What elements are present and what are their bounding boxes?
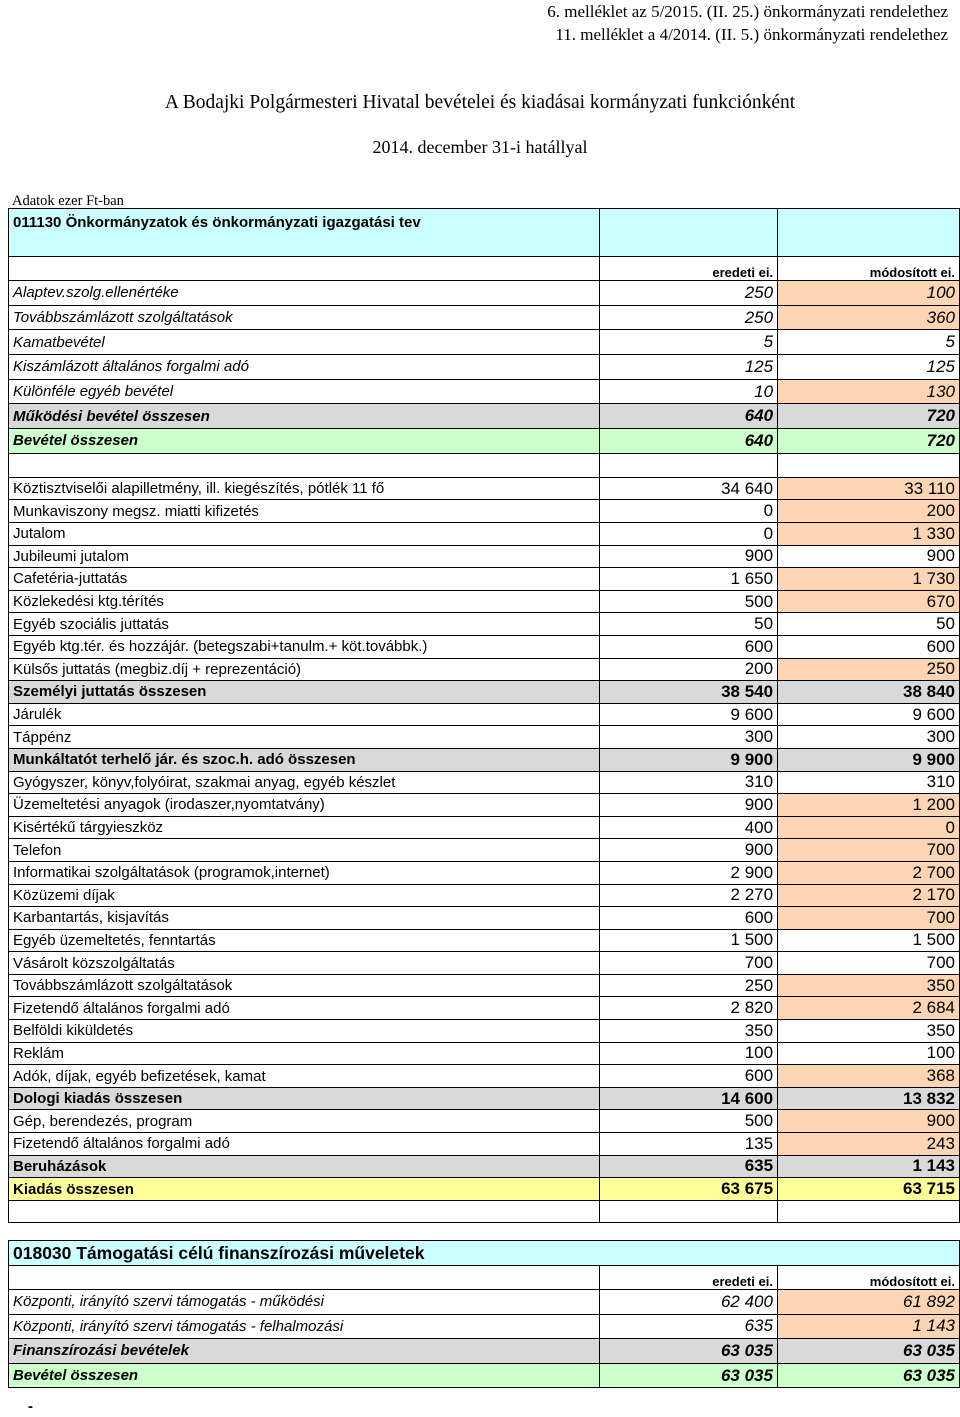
row-label: Továbbszámlázott szolgáltatások bbox=[9, 305, 600, 330]
row-label: Informatikai szolgáltatások (programok,internet) bbox=[9, 861, 600, 884]
row-label: Működési bevétel összesen bbox=[9, 404, 600, 429]
spacer-cell bbox=[9, 1200, 600, 1222]
original-value: 34 640 bbox=[600, 477, 778, 500]
spacer-row bbox=[9, 453, 960, 477]
section2-colhdr-blank bbox=[9, 1266, 600, 1290]
modified-value: 1 143 bbox=[777, 1314, 959, 1339]
modified-value: 100 bbox=[778, 281, 960, 306]
row-label: Munkaviszony megsz. miatti kifizetés bbox=[9, 500, 600, 523]
modified-value: 2 684 bbox=[778, 997, 960, 1020]
row-label: Köztisztviselői alapilletmény, ill. kiegészítés, pótlék 11 fő bbox=[9, 477, 600, 500]
section1-col-modified: módosított ei. bbox=[778, 257, 960, 281]
table-row bbox=[9, 500, 960, 523]
row-label: Dologi kiadás összesen bbox=[9, 1087, 600, 1110]
table-row bbox=[9, 1133, 960, 1156]
table-row bbox=[9, 523, 960, 546]
table-row bbox=[9, 1178, 960, 1201]
section2-col-modified: módosított ei. bbox=[777, 1266, 959, 1290]
original-value: 635 bbox=[600, 1155, 778, 1178]
modified-value: 243 bbox=[778, 1133, 960, 1156]
modified-value: 2 700 bbox=[778, 861, 960, 884]
table-row bbox=[9, 703, 960, 726]
original-value: 10 bbox=[600, 379, 778, 404]
modified-value: 350 bbox=[778, 974, 960, 997]
modified-value: 250 bbox=[778, 658, 960, 681]
table-row bbox=[9, 613, 960, 636]
table-row bbox=[9, 635, 960, 658]
section2-col-original: eredeti ei. bbox=[600, 1266, 778, 1290]
modified-value: 100 bbox=[778, 1042, 960, 1065]
original-value: 250 bbox=[600, 305, 778, 330]
row-label: Kisértékű tárgyieszköz bbox=[9, 816, 600, 839]
section2-header-blank-2 bbox=[777, 1241, 959, 1266]
original-value: 500 bbox=[600, 590, 778, 613]
table-row bbox=[9, 330, 960, 355]
row-label: Egyéb szociális juttatás bbox=[9, 613, 600, 636]
row-label: Különféle egyéb bevétel bbox=[9, 379, 600, 404]
modified-value: 700 bbox=[778, 952, 960, 975]
spacer-cell bbox=[600, 453, 778, 477]
modified-value: 33 110 bbox=[778, 477, 960, 500]
original-value: 310 bbox=[600, 771, 778, 794]
table-row bbox=[9, 771, 960, 794]
table-row bbox=[9, 1314, 960, 1339]
table-row bbox=[9, 997, 960, 1020]
spacer-cell bbox=[778, 453, 960, 477]
unit-note: Adatok ezer Ft-ban bbox=[12, 193, 124, 209]
page-title: A Bodajki Polgármesteri Hivatal bevételei és kiadásai kormányzati funkciónként bbox=[164, 92, 796, 113]
table-row bbox=[9, 907, 960, 930]
decree-reference-1: 6. melléklet az 5/2015. (II. 25.) önkormányzati rendelethez bbox=[547, 2, 948, 21]
modified-value: 600 bbox=[778, 635, 960, 658]
modified-value: 63 035 bbox=[777, 1339, 959, 1364]
spacer-cell bbox=[778, 1200, 960, 1222]
modified-value: 9 900 bbox=[778, 748, 960, 771]
section1-table bbox=[8, 208, 960, 1223]
spacer-cell bbox=[9, 453, 600, 477]
row-label: Személyi juttatás összesen bbox=[9, 681, 600, 704]
row-label: Finanszírozási bevételek bbox=[9, 1339, 600, 1364]
table-row bbox=[9, 974, 960, 997]
table-row bbox=[9, 429, 960, 454]
original-value: 1 500 bbox=[600, 929, 778, 952]
row-label: Gyógyszer, könyv,folyóirat, szakmai anyag, egyéb készlet bbox=[9, 771, 600, 794]
row-label: Közlekedési ktg.térítés bbox=[9, 590, 600, 613]
row-label: Továbbszámlázott szolgáltatások bbox=[9, 974, 600, 997]
page-subtitle: 2014. december 31-i hatállyal bbox=[372, 137, 588, 157]
modified-value: 720 bbox=[778, 429, 960, 454]
table-row bbox=[9, 305, 960, 330]
modified-value: 9 600 bbox=[778, 703, 960, 726]
original-value: 250 bbox=[600, 281, 778, 306]
table-row bbox=[9, 1290, 960, 1315]
table-row bbox=[9, 726, 960, 749]
footer-dash: - bbox=[28, 1398, 33, 1415]
row-label: Egyéb ktg.tér. és hozzájár. (betegszabi+tanulm.+ köt.továbbk.) bbox=[9, 635, 600, 658]
table-row bbox=[9, 929, 960, 952]
original-value: 200 bbox=[600, 658, 778, 681]
original-value: 900 bbox=[600, 839, 778, 862]
original-value: 500 bbox=[600, 1110, 778, 1133]
table-row bbox=[9, 861, 960, 884]
modified-value: 130 bbox=[778, 379, 960, 404]
row-label: Táppénz bbox=[9, 726, 600, 749]
modified-value: 5 bbox=[778, 330, 960, 355]
original-value: 0 bbox=[600, 523, 778, 546]
modified-value: 50 bbox=[778, 613, 960, 636]
original-value: 635 bbox=[600, 1314, 778, 1339]
modified-value: 0 bbox=[778, 816, 960, 839]
original-value: 250 bbox=[600, 974, 778, 997]
modified-value: 38 840 bbox=[778, 681, 960, 704]
original-value: 0 bbox=[600, 500, 778, 523]
original-value: 640 bbox=[600, 404, 778, 429]
original-value: 1 650 bbox=[600, 568, 778, 591]
modified-value: 360 bbox=[778, 305, 960, 330]
table-row bbox=[9, 545, 960, 568]
section1-col-original: eredeti ei. bbox=[600, 257, 778, 281]
table-row bbox=[9, 1065, 960, 1088]
table-row bbox=[9, 379, 960, 404]
modified-value: 200 bbox=[778, 500, 960, 523]
original-value: 700 bbox=[600, 952, 778, 975]
table-row bbox=[9, 839, 960, 862]
modified-value: 720 bbox=[778, 404, 960, 429]
spacer-row bbox=[9, 1200, 960, 1222]
original-value: 14 600 bbox=[600, 1087, 778, 1110]
row-label: Üzemeltetési anyagok (irodaszer,nyomtatvány) bbox=[9, 794, 600, 817]
modified-value: 310 bbox=[778, 771, 960, 794]
modified-value: 125 bbox=[778, 355, 960, 380]
original-value: 2 900 bbox=[600, 861, 778, 884]
row-label: Közüzemi díjak bbox=[9, 884, 600, 907]
section1-header-blank-1 bbox=[600, 209, 778, 257]
original-value: 900 bbox=[600, 794, 778, 817]
modified-value: 900 bbox=[778, 545, 960, 568]
modified-value: 670 bbox=[778, 590, 960, 613]
original-value: 300 bbox=[600, 726, 778, 749]
table-row bbox=[9, 1042, 960, 1065]
original-value: 135 bbox=[600, 1133, 778, 1156]
original-value: 600 bbox=[600, 1065, 778, 1088]
row-label: Jutalom bbox=[9, 523, 600, 546]
row-label: Cafetéria-juttatás bbox=[9, 568, 600, 591]
row-label: Külsős juttatás (megbiz.díj + reprezentáció) bbox=[9, 658, 600, 681]
section1-colhdr-blank bbox=[9, 257, 600, 281]
original-value: 600 bbox=[600, 907, 778, 930]
row-label: Jubileumi jutalom bbox=[9, 545, 600, 568]
row-label: Telefon bbox=[9, 839, 600, 862]
original-value: 63 035 bbox=[600, 1339, 778, 1364]
row-label: Fizetendő általános forgalmi adó bbox=[9, 997, 600, 1020]
table-row bbox=[9, 952, 960, 975]
original-value: 63 035 bbox=[600, 1363, 778, 1388]
section2-table bbox=[8, 1240, 960, 1388]
modified-value: 350 bbox=[778, 1020, 960, 1043]
original-value: 350 bbox=[600, 1020, 778, 1043]
table-row bbox=[9, 404, 960, 429]
row-label: Kamatbevétel bbox=[9, 330, 600, 355]
section1-header-blank-2 bbox=[778, 209, 960, 257]
modified-value: 1 143 bbox=[778, 1155, 960, 1178]
row-label: Járulék bbox=[9, 703, 600, 726]
original-value: 9 600 bbox=[600, 703, 778, 726]
table-row bbox=[9, 816, 960, 839]
modified-value: 2 170 bbox=[778, 884, 960, 907]
original-value: 600 bbox=[600, 635, 778, 658]
modified-value: 63 035 bbox=[777, 1363, 959, 1388]
row-label: Bevétel összesen bbox=[9, 429, 600, 454]
table-row bbox=[9, 1020, 960, 1043]
modified-value: 61 892 bbox=[777, 1290, 959, 1315]
decree-reference-2: 11. melléklet a 4/2014. (II. 5.) önkormányzati rendelethez bbox=[555, 25, 948, 44]
table-row bbox=[9, 477, 960, 500]
original-value: 5 bbox=[600, 330, 778, 355]
row-label: Reklám bbox=[9, 1042, 600, 1065]
row-label: Beruházások bbox=[9, 1155, 600, 1178]
row-label: Központi, irányító szervi támogatás - működési bbox=[9, 1290, 600, 1315]
table-row bbox=[9, 281, 960, 306]
modified-value: 700 bbox=[778, 907, 960, 930]
spacer-cell bbox=[600, 1200, 778, 1222]
modified-value: 1 200 bbox=[778, 794, 960, 817]
table-row bbox=[9, 681, 960, 704]
row-label: Kiadás összesen bbox=[9, 1178, 600, 1201]
row-label: Gép, berendezés, program bbox=[9, 1110, 600, 1133]
modified-value: 13 832 bbox=[778, 1087, 960, 1110]
table-row bbox=[9, 1339, 960, 1364]
modified-value: 900 bbox=[778, 1110, 960, 1133]
original-value: 900 bbox=[600, 545, 778, 568]
table-row bbox=[9, 1110, 960, 1133]
row-label: Vásárolt közszolgáltatás bbox=[9, 952, 600, 975]
table-row bbox=[9, 568, 960, 591]
original-value: 38 540 bbox=[600, 681, 778, 704]
table-row bbox=[9, 658, 960, 681]
original-value: 62 400 bbox=[600, 1290, 778, 1315]
original-value: 2 270 bbox=[600, 884, 778, 907]
original-value: 50 bbox=[600, 613, 778, 636]
table-row bbox=[9, 884, 960, 907]
original-value: 640 bbox=[600, 429, 778, 454]
modified-value: 700 bbox=[778, 839, 960, 862]
row-label: Alaptev.szolg.ellenértéke bbox=[9, 281, 600, 306]
row-label: Adók, díjak, egyéb befizetések, kamat bbox=[9, 1065, 600, 1088]
modified-value: 1 500 bbox=[778, 929, 960, 952]
table-row bbox=[9, 590, 960, 613]
row-label: Egyéb üzemeltetés, fenntartás bbox=[9, 929, 600, 952]
original-value: 125 bbox=[600, 355, 778, 380]
table-row bbox=[9, 355, 960, 380]
original-value: 2 820 bbox=[600, 997, 778, 1020]
section2-header-blank-1 bbox=[600, 1241, 778, 1266]
row-label: Fizetendő általános forgalmi adó bbox=[9, 1133, 600, 1156]
modified-value: 300 bbox=[778, 726, 960, 749]
section2-title: 018030 Támogatási célú finanszírozási műveletek bbox=[9, 1241, 600, 1266]
table-row bbox=[9, 1155, 960, 1178]
original-value: 400 bbox=[600, 816, 778, 839]
row-label: Munkáltatót terhelő jár. és szoc.h. adó összesen bbox=[9, 748, 600, 771]
table-row bbox=[9, 1363, 960, 1388]
row-label: Központi, irányító szervi támogatás - felhalmozási bbox=[9, 1314, 600, 1339]
section1-title: 011130 Önkormányzatok és önkormányzati igazgatási tev bbox=[9, 209, 600, 257]
row-label: Kiszámlázott általános forgalmi adó bbox=[9, 355, 600, 380]
original-value: 63 675 bbox=[600, 1178, 778, 1201]
original-value: 9 900 bbox=[600, 748, 778, 771]
original-value: 100 bbox=[600, 1042, 778, 1065]
modified-value: 368 bbox=[778, 1065, 960, 1088]
table-row bbox=[9, 748, 960, 771]
modified-value: 63 715 bbox=[778, 1178, 960, 1201]
modified-value: 1 330 bbox=[778, 523, 960, 546]
modified-value: 1 730 bbox=[778, 568, 960, 591]
row-label: Bevétel összesen bbox=[9, 1363, 600, 1388]
table-row bbox=[9, 1087, 960, 1110]
row-label: Karbantartás, kisjavítás bbox=[9, 907, 600, 930]
row-label: Belföldi kiküldetés bbox=[9, 1020, 600, 1043]
table-row bbox=[9, 794, 960, 817]
